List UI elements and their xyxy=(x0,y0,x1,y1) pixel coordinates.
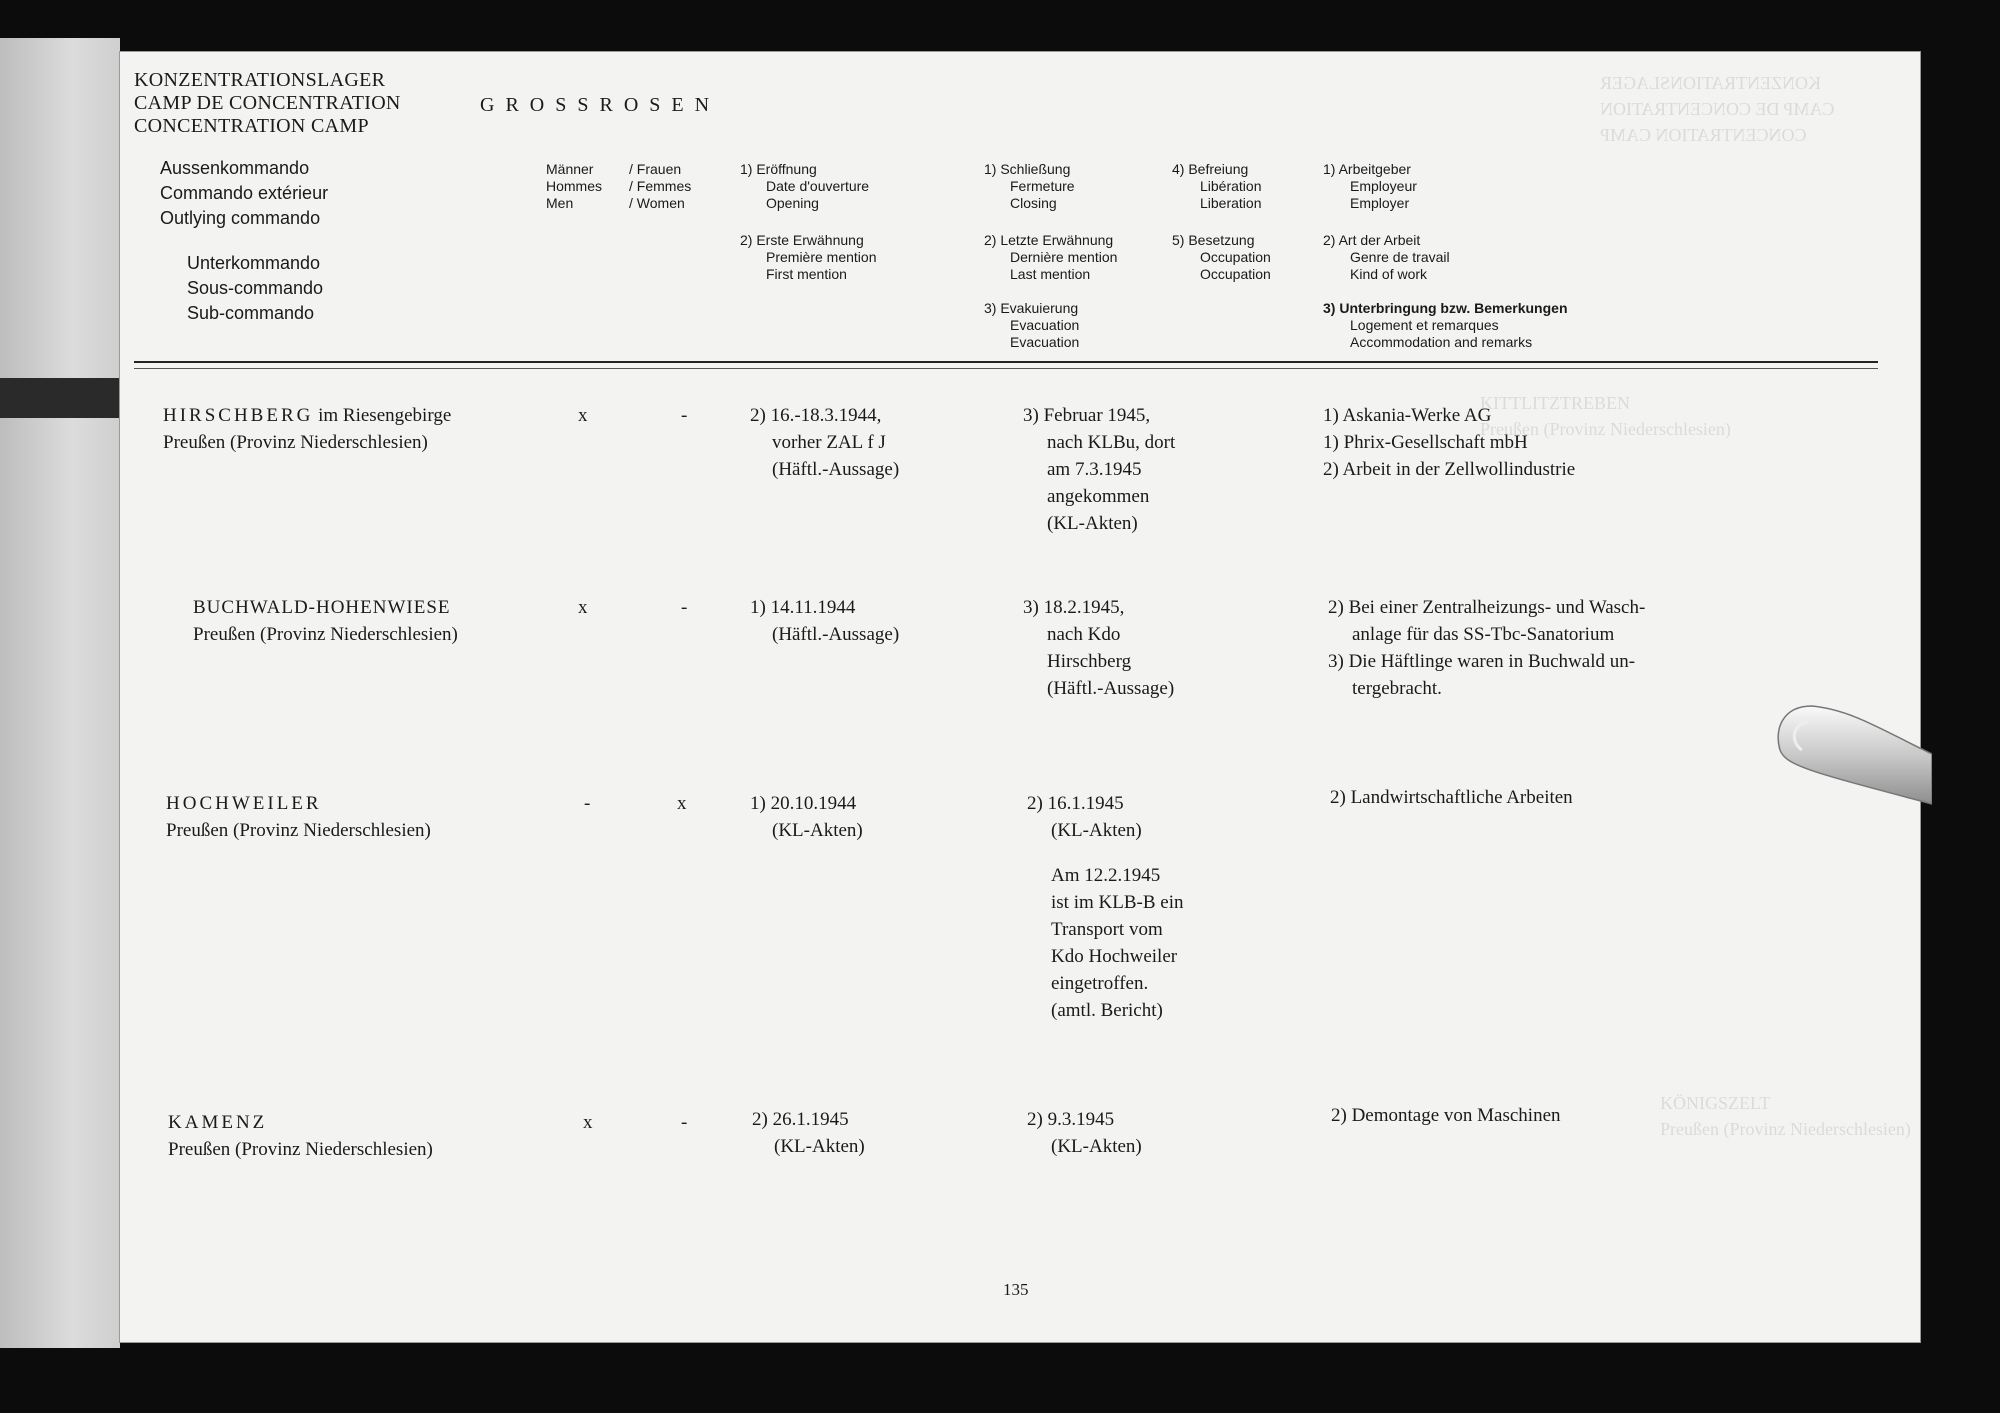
commando-en: Outlying commando xyxy=(160,208,321,228)
sub-commando-de: Unterkommando xyxy=(187,253,321,273)
employer-header xyxy=(1323,161,1417,212)
liberation-de: 4) Befreiung xyxy=(1172,161,1249,177)
closing-de: 1) Schließung xyxy=(984,161,1071,177)
last-mention-en: Last mention xyxy=(1010,266,1091,282)
entry-kamenz-name xyxy=(168,1109,433,1163)
commando-fr: Commando extérieur xyxy=(160,183,329,203)
closing-line: (KL-Akten) xyxy=(1047,513,1138,534)
closing-line: angekommen xyxy=(1047,486,1150,507)
closing-line: am 7.3.1945 xyxy=(1047,459,1142,480)
opening-line: 2) 26.1.1945 xyxy=(752,1109,849,1130)
page-fold-shadow xyxy=(0,378,120,418)
gender-women-header xyxy=(629,161,691,212)
accommodation-de: 3) Unterbringung bzw. Bemerkungen xyxy=(1323,300,1568,316)
entry-buchwald-name xyxy=(193,594,458,648)
entry-hirschberg-closing xyxy=(1023,402,1175,537)
gender-women-en: / Women xyxy=(629,195,685,211)
closing-line: (Häftl.-Aussage) xyxy=(1047,678,1175,699)
opening-line: vorher ZAL f J xyxy=(772,432,886,453)
closing-header xyxy=(984,161,1075,212)
evacuation-de: 3) Evakuierung xyxy=(984,300,1079,316)
closing-line: Am 12.2.1945 xyxy=(1051,865,1161,886)
men-mark: - xyxy=(584,793,591,814)
entry-hochweiler-name xyxy=(166,790,431,844)
entry-name: HIRSCHBERG xyxy=(163,405,314,426)
remark-line: 2) Bei einer Zentralheizungs- und Wasch- xyxy=(1328,597,1646,618)
women-mark: - xyxy=(681,597,688,618)
kind-of-work-en: Kind of work xyxy=(1350,266,1428,282)
liberation-fr: Libération xyxy=(1200,178,1262,194)
remark-line: 1) Phrix-Gesellschaft mbH xyxy=(1323,432,1528,453)
entry-region: Preußen (Provinz Niederschlesien) xyxy=(193,624,458,645)
gender-men-de: Männer xyxy=(546,161,594,177)
entry-kamenz-closing xyxy=(1027,1106,1142,1160)
men-mark: x xyxy=(583,1112,593,1133)
first-mention-fr: Première mention xyxy=(766,249,877,265)
entry-hochweiler-remarks xyxy=(1330,784,1573,811)
entry-region: Preußen (Provinz Niederschlesien) xyxy=(168,1139,433,1160)
employer-de: 1) Arbeitgeber xyxy=(1323,161,1411,177)
women-mark: - xyxy=(681,1112,688,1133)
sub-commando-fr: Sous-commando xyxy=(187,278,324,298)
occupation-de: 5) Besetzung xyxy=(1172,232,1255,248)
evacuation-header xyxy=(984,300,1079,351)
entry-name: HOCHWEILER xyxy=(166,793,322,814)
women-mark: x xyxy=(677,793,687,814)
sub-commando-en: Sub-commando xyxy=(187,303,315,323)
opening-line: (Häftl.-Aussage) xyxy=(772,624,900,645)
opening-line: (KL-Akten) xyxy=(772,820,863,841)
remark-line: 3) Die Häftlinge waren in Buchwald un- xyxy=(1328,651,1636,672)
first-mention-de: 2) Erste Erwähnung xyxy=(740,232,864,248)
camp-name: G R O S S R O S E N xyxy=(480,94,713,116)
entry-name-rest: im Riesengebirge xyxy=(313,405,452,426)
header-rule xyxy=(134,361,1878,363)
closing-line: nach Kdo xyxy=(1047,624,1121,645)
liberation-en: Liberation xyxy=(1200,195,1262,211)
closing-line: (amtl. Bericht) xyxy=(1051,1000,1163,1021)
kind-of-work-de: 2) Art der Arbeit xyxy=(1323,232,1421,248)
entry-hochweiler-closing xyxy=(1027,790,1183,1024)
employer-fr: Employeur xyxy=(1350,178,1417,194)
men-mark: x xyxy=(578,597,588,618)
remark-line: 2) Demontage von Maschinen xyxy=(1331,1105,1561,1126)
opening-fr: Date d'ouverture xyxy=(766,178,870,194)
first-mention-header xyxy=(740,232,877,283)
closing-line: (KL-Akten) xyxy=(1051,1136,1142,1157)
entry-kamenz-opening xyxy=(752,1106,865,1160)
entry-buchwald-opening xyxy=(750,594,899,648)
page-number: 135 xyxy=(1003,1280,1029,1299)
remark-line: 2) Arbeit in der Zellwollindustrie xyxy=(1323,459,1576,480)
closing-line: ist im KLB-B ein xyxy=(1051,892,1184,913)
remark-line: 1) Askania-Werke AG xyxy=(1323,405,1492,426)
closing-line: 2) 16.1.1945 xyxy=(1027,793,1124,814)
entry-region: Preußen (Provinz Niederschlesien) xyxy=(166,820,431,841)
women-mark: - xyxy=(681,405,688,426)
opening-line: (KL-Akten) xyxy=(774,1136,865,1157)
sub-commando-label xyxy=(187,251,323,326)
gender-women-de: / Frauen xyxy=(629,161,682,177)
kind-of-work-fr: Genre de travail xyxy=(1350,249,1450,265)
gender-men-fr: Hommes xyxy=(546,178,603,194)
closing-line: (KL-Akten) xyxy=(1051,820,1142,841)
closing-line: 2) 9.3.1945 xyxy=(1027,1109,1115,1130)
employer-en: Employer xyxy=(1350,195,1410,211)
occupation-fr: Occupation xyxy=(1200,249,1271,265)
header-rule-thin xyxy=(134,368,1878,369)
camp-title-fr: CAMP DE CONCENTRATION xyxy=(134,92,401,114)
entry-hochweiler-opening xyxy=(750,790,863,844)
men-mark: x xyxy=(578,405,588,426)
last-mention-fr: Dernière mention xyxy=(1010,249,1118,265)
closing-line: Transport vom xyxy=(1051,919,1163,940)
entry-buchwald-closing xyxy=(1023,594,1174,702)
kind-of-work-header xyxy=(1323,232,1450,283)
evacuation-fr: Evacuation xyxy=(1010,317,1080,333)
closing-line: 3) 18.2.1945, xyxy=(1023,597,1125,618)
closing-en: Closing xyxy=(1010,195,1057,211)
entry-kamenz-remarks xyxy=(1331,1102,1561,1129)
closing-line: Kdo Hochweiler xyxy=(1051,946,1178,967)
closing-line: eingetroffen. xyxy=(1051,973,1149,994)
opening-line: 1) 14.11.1944 xyxy=(750,597,856,618)
opening-line: (Häftl.-Aussage) xyxy=(772,459,900,480)
camp-title-en: CONCENTRATION CAMP xyxy=(134,115,369,137)
closing-fr: Fermeture xyxy=(1010,178,1075,194)
entry-buchwald-remarks xyxy=(1328,594,1645,702)
opening-line: 1) 20.10.1944 xyxy=(750,793,857,814)
evacuation-en: Evacuation xyxy=(1010,334,1080,350)
camp-title xyxy=(134,69,401,138)
entry-hirschberg-opening xyxy=(750,402,899,483)
commando-de: Aussenkommando xyxy=(160,158,310,178)
entry-hirschberg-name xyxy=(163,402,451,456)
entry-name: KAMENZ xyxy=(168,1112,268,1133)
entry-region: Preußen (Provinz Niederschlesien) xyxy=(163,432,428,453)
opening-en: Opening xyxy=(766,195,819,211)
gender-men-en: Men xyxy=(546,195,574,211)
liberation-header xyxy=(1172,161,1262,212)
occupation-header xyxy=(1172,232,1271,283)
left-page-edge xyxy=(0,38,120,1348)
accommodation-en: Accommodation and remarks xyxy=(1350,334,1533,350)
first-mention-en: First mention xyxy=(766,266,847,282)
closing-line: Hirschberg xyxy=(1047,651,1132,672)
gender-men-header xyxy=(546,161,602,212)
occupation-en: Occupation xyxy=(1200,266,1271,282)
closing-line: nach KLBu, dort xyxy=(1047,432,1176,453)
gender-women-fr: / Femmes xyxy=(629,178,692,194)
page-clip-icon xyxy=(1772,700,1932,810)
camp-title-de: KONZENTRATIONSLAGER xyxy=(134,69,386,91)
remark-line: tergebracht. xyxy=(1352,678,1442,699)
remark-line: 2) Landwirtschaftliche Arbeiten xyxy=(1330,787,1573,808)
closing-spacer xyxy=(1027,844,1183,862)
entry-hirschberg-remarks xyxy=(1323,402,1575,483)
last-mention-header xyxy=(984,232,1117,283)
opening-de: 1) Eröffnung xyxy=(740,161,817,177)
opening-header xyxy=(740,161,869,212)
commando-label xyxy=(160,156,328,231)
remark-line: anlage für das SS-Tbc-Sanatorium xyxy=(1352,624,1615,645)
accommodation-fr: Logement et remarques xyxy=(1350,317,1499,333)
accommodation-header xyxy=(1323,300,1568,351)
last-mention-de: 2) Letzte Erwähnung xyxy=(984,232,1114,248)
entry-name: BUCHWALD-HOHENWIESE xyxy=(193,597,451,618)
opening-line: 2) 16.-18.3.1944, xyxy=(750,405,882,426)
closing-line: 3) Februar 1945, xyxy=(1023,405,1151,426)
